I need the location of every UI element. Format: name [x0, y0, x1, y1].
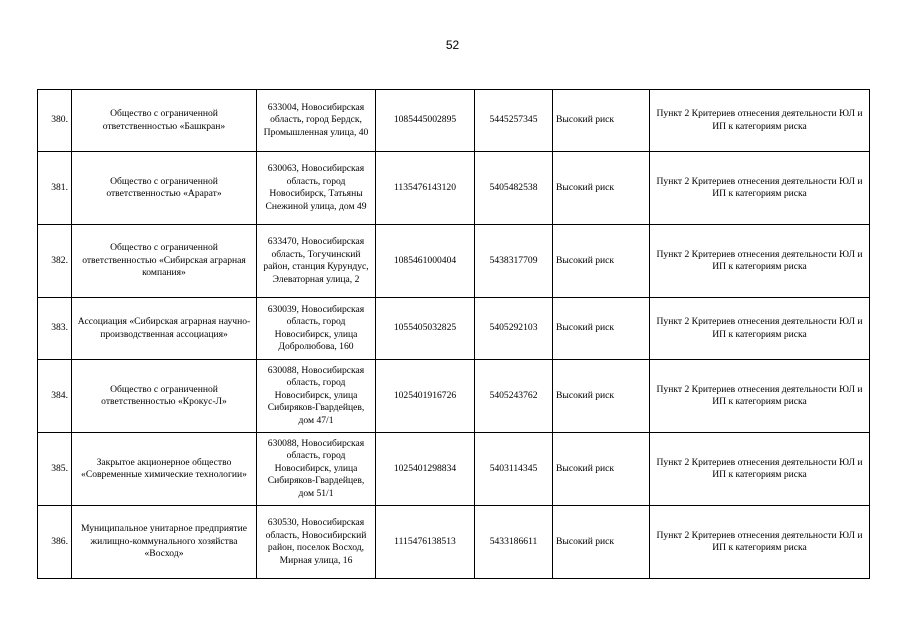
inn-value: 5405482538: [475, 152, 553, 225]
ogrn-value: 1115476138513: [376, 506, 475, 579]
organization-address: 630088, Новосибирская область, город Новосибирск, улица Сибиряков-Гвардейцев, дом 51/1: [257, 433, 376, 506]
organization-address: 633470, Новосибирская область, Тогучинский район, станция Курундус, Элеваторная улица, 2: [257, 225, 376, 298]
row-number: 384.: [38, 360, 72, 433]
risk-basis: Пункт 2 Критериев отнесения деятельности ЮЛ и ИП к категориям риска: [650, 152, 870, 225]
risk-basis: Пункт 2 Критериев отнесения деятельности ЮЛ и ИП к категориям риска: [650, 506, 870, 579]
risk-basis: Пункт 2 Критериев отнесения деятельности ЮЛ и ИП к категориям риска: [650, 360, 870, 433]
table-row: [38, 90, 870, 152]
inn-value: 5438317709: [475, 225, 553, 298]
page-number: 52: [445, 38, 460, 52]
table-row: [38, 152, 870, 225]
organization-name: Ассоциация «Сибирская аграрная научно-производственная ассоциация»: [72, 298, 257, 360]
organization-address: 630039, Новосибирская область, город Новосибирск, улица Добролюбова, 160: [257, 298, 376, 360]
ogrn-value: 1085461000404: [376, 225, 475, 298]
ogrn-value: 1055405032825: [376, 298, 475, 360]
inn-value: 5445257345: [475, 90, 553, 152]
inn-value: 5405292103: [475, 298, 553, 360]
organization-name: Закрытое акционерное общество «Современные химические технологии»: [72, 433, 257, 506]
table-row: [38, 506, 870, 579]
organization-name: Муниципальное унитарное предприятие жилищно-коммунального хозяйства «Восход»: [72, 506, 257, 579]
inn-value: 5403114345: [475, 433, 553, 506]
organization-address: 630530, Новосибирская область, Новосибирский район, поселок Восход, Мирная улица, 16: [257, 506, 376, 579]
row-number: 383.: [38, 298, 72, 360]
ogrn-value: 1025401298834: [376, 433, 475, 506]
table-row: [38, 360, 870, 433]
organization-name: Общество с ограниченной ответственностью «Арарат»: [72, 152, 257, 225]
organization-address: 630063, Новосибирская область, город Новосибирск, Татьяны Снежиной улица, дом 49: [257, 152, 376, 225]
row-number: 385.: [38, 433, 72, 506]
row-number: 386.: [38, 506, 72, 579]
row-number: 381.: [38, 152, 72, 225]
risk-basis: Пункт 2 Критериев отнесения деятельности ЮЛ и ИП к категориям риска: [650, 225, 870, 298]
risk-category: Высокий риск: [553, 298, 650, 360]
table-row: [38, 225, 870, 298]
risk-basis: Пункт 2 Критериев отнесения деятельности ЮЛ и ИП к категориям риска: [650, 298, 870, 360]
risk-basis: Пункт 2 Критериев отнесения деятельности ЮЛ и ИП к категориям риска: [650, 433, 870, 506]
organization-address: 630088, Новосибирская область, город Новосибирск, улица Сибиряков-Гвардейцев, дом 47/1: [257, 360, 376, 433]
row-number: 380.: [38, 90, 72, 152]
risk-category: Высокий риск: [553, 433, 650, 506]
risk-category: Высокий риск: [553, 360, 650, 433]
organization-address: 633004, Новосибирская область, город Бердск, Промышленная улица, 40: [257, 90, 376, 152]
ogrn-value: 1085445002895: [376, 90, 475, 152]
inn-value: 5433186611: [475, 506, 553, 579]
risk-category: Высокий риск: [553, 152, 650, 225]
table-row: [38, 433, 870, 506]
risk-basis: Пункт 2 Критериев отнесения деятельности ЮЛ и ИП к категориям риска: [650, 90, 870, 152]
organization-name: Общество с ограниченной ответственностью «Крокус-Л»: [72, 360, 257, 433]
risk-category: Высокий риск: [553, 225, 650, 298]
ogrn-value: 1135476143120: [376, 152, 475, 225]
risk-category: Высокий риск: [553, 506, 650, 579]
risk-category: Высокий риск: [553, 90, 650, 152]
row-number: 382.: [38, 225, 72, 298]
organization-name: Общество с ограниченной ответственностью «Башкран»: [72, 90, 257, 152]
table-row: [38, 298, 870, 360]
ogrn-value: 1025401916726: [376, 360, 475, 433]
inn-value: 5405243762: [475, 360, 553, 433]
organization-name: Общество с ограниченной ответственностью «Сибирская аграрная компания»: [72, 225, 257, 298]
risk-registry-table: [37, 89, 870, 579]
